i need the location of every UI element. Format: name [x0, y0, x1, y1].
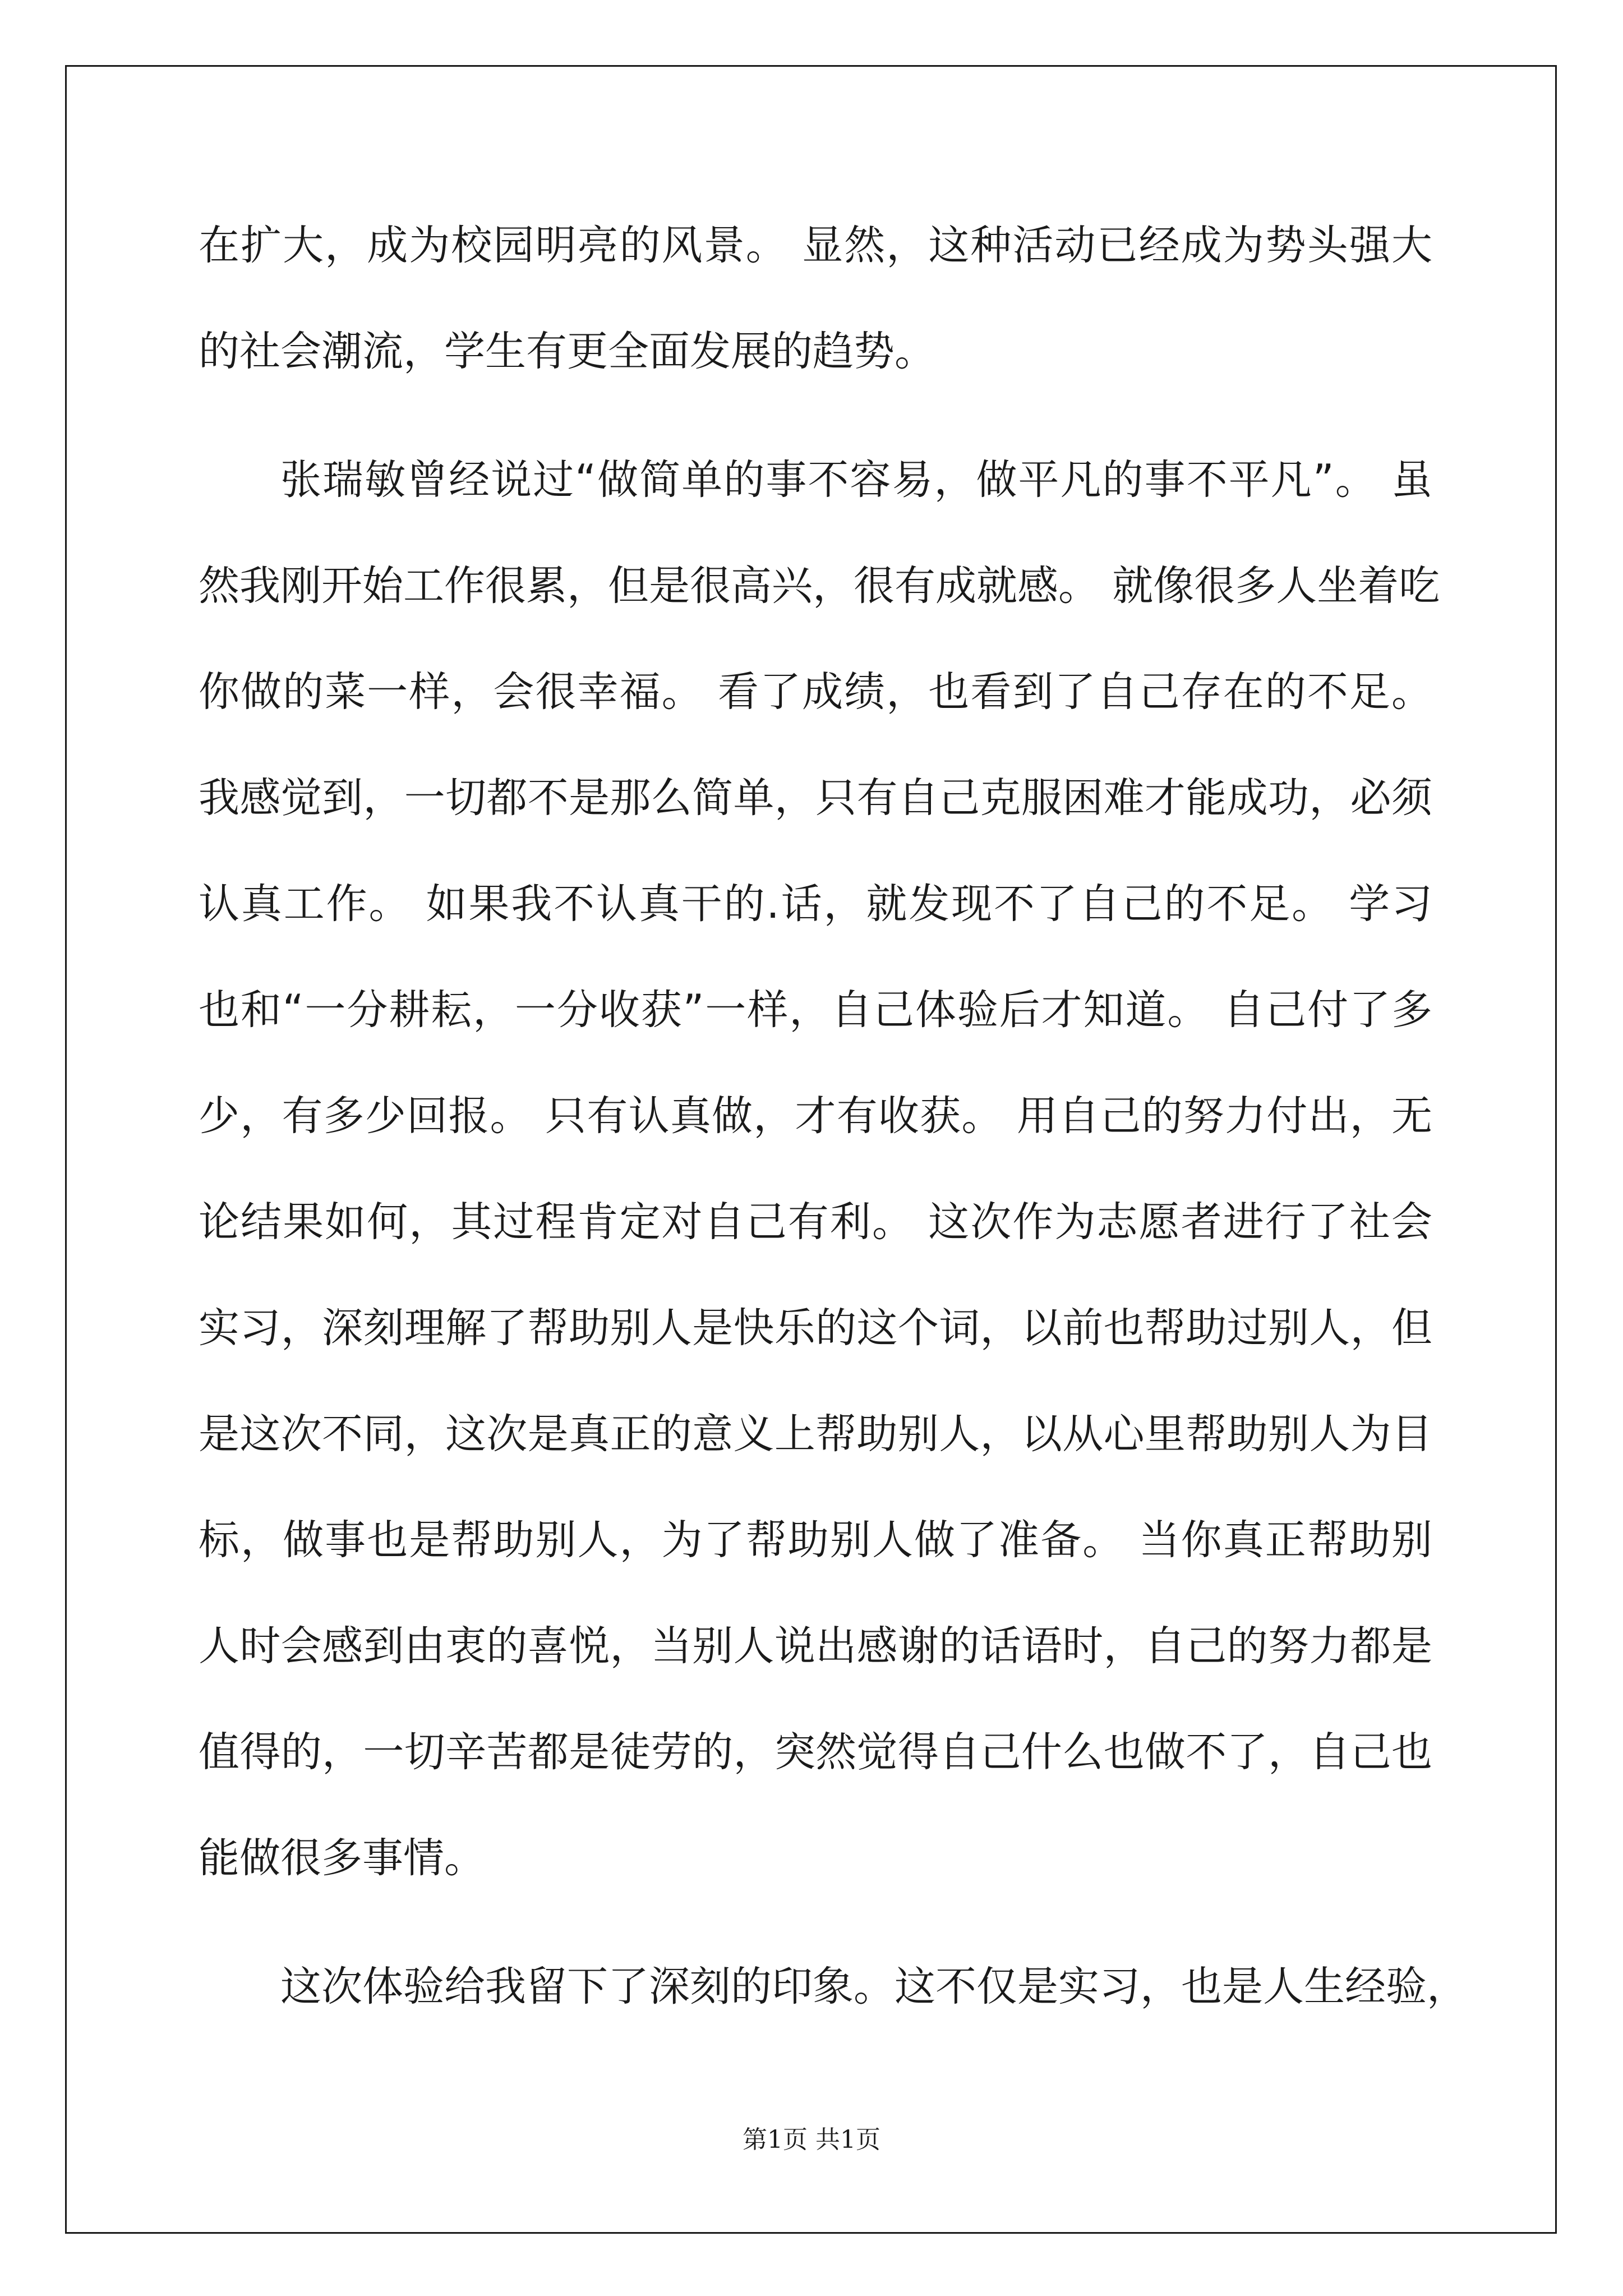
- page-footer: 第1页 共1页: [743, 2125, 880, 2154]
- document-body: [199, 219, 1468, 2066]
- text-line: 少，有多少回报。 只有认真做，才有收获。 用自己的努力付出，无: [199, 1092, 1432, 1140]
- text-line: 你做的菜一样，会很幸福。 看了成绩，也看到了自己存在的不足。: [199, 668, 1432, 716]
- text-line: 人时会感到由衷的喜悦，当别人说出感谢的话语时，自己的努力都是: [199, 1622, 1432, 1670]
- text-line: 能做很多事情。: [199, 1834, 485, 1882]
- text-line: 张瑞敏曾经说过“做简单的事不容易，做平凡的事不平凡”。 虽: [280, 456, 1432, 504]
- text-line: 我感觉到，一切都不是那么简单，只有自己克服困难才能成功，必须: [199, 774, 1432, 822]
- text-line: 是这次不同，这次是真正的意义上帮助别人，以从心里帮助别人为目: [199, 1410, 1432, 1458]
- text-line: 在扩大，成为校园明亮的风景。 显然，这种活动已经成为势头强大: [199, 222, 1433, 269]
- text-line: 实习，深刻理解了帮助别人是快乐的这个词，以前也帮助过别人，但: [199, 1304, 1432, 1352]
- text-line: 认真工作。 如果我不认真干的.话，就发现不了自己的不足。 学习: [199, 880, 1432, 928]
- text-line: 然我刚开始工作很累，但是很高兴，很有成就感。 就像很多人坐着吃: [199, 562, 1440, 610]
- text-line: 值得的，一切辛苦都是徒劳的，突然觉得自己什么也做不了，自己也: [199, 1728, 1432, 1776]
- text-line: 也和“一分耕耘，一分收获”一样，自己体验后才知道。 自己付了多: [199, 986, 1432, 1034]
- text-line: 标，做事也是帮助别人，为了帮助别人做了准备。 当你真正帮助别: [199, 1516, 1432, 1564]
- text-line: 论结果如何，其过程肯定对自己有利。 这次作为志愿者进行了社会: [199, 1198, 1432, 1246]
- text-line: 的社会潮流，学生有更全面发展的趋势。: [199, 328, 935, 375]
- text-line: 这次体验给我留下了深刻的印象。这不仅是实习，也是人生经验，: [280, 1963, 1468, 2010]
